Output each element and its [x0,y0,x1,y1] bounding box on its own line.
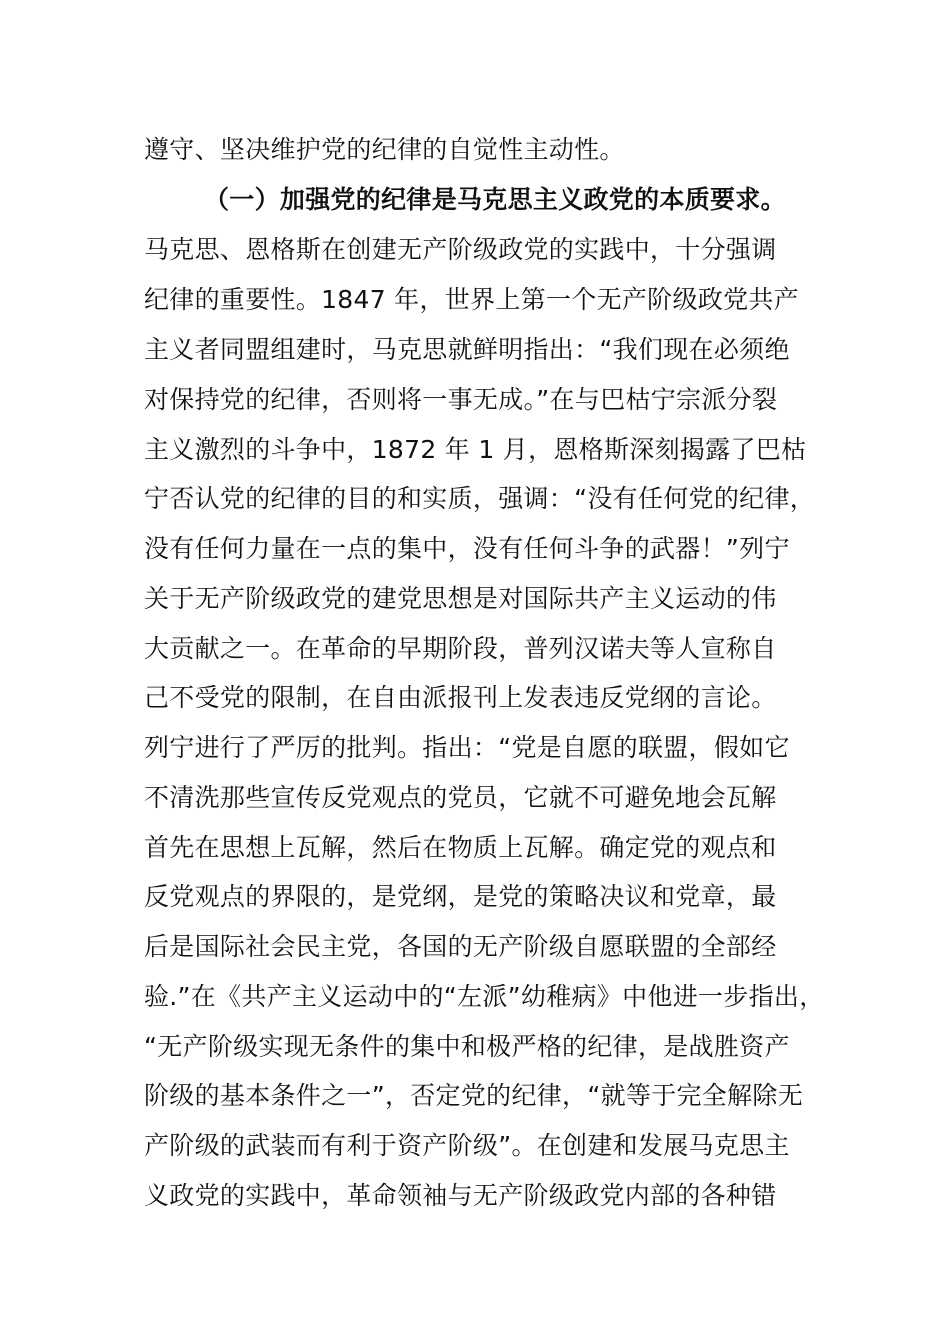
text-line-5: 主义者同盟组建时，马克思就鲜明指出：“我们现在必须绝 [144,335,790,364]
text-line-19: “无产阶级实现无条件的集中和极严格的纪律，是战胜资产 [144,1032,790,1061]
text-line-7: 主义激烈的斗争中，1872 年 1 月，恩格斯深刻揭露了巴枯 [144,435,807,464]
text-line-11: 大贡献之一。在革命的早期阶段，普列汉诺夫等人宣称自 [144,634,777,663]
text-line-1: 遵守、坚决维护党的纪律的自觉性主动性。 [144,135,625,164]
text-line-12: 己不受党的限制，在自由派报刊上发表违反党纲的言论。 [144,683,777,712]
text-line-17: 后是国际社会民主党，各国的无产阶级自愿联盟的全部经 [144,932,777,961]
text-line-9: 没有任何力量在一点的集中，没有任何斗争的武器！”列宁 [144,534,790,563]
text-line-20: 阶级的基本条件之一”，否定党的纪律，“就等于完全解除无 [144,1081,804,1110]
text-line-13: 列宁进行了严厉的批判。指出：“党是自愿的联盟，假如它 [144,733,790,762]
text-line-14: 不清洗那些宣传反党观点的党员，它就不可避免地会瓦解 [144,783,777,812]
section-heading: （一）加强党的纪律是马克思主义政党的本质要求。 [204,185,786,214]
text-line-4: 纪律的重要性。1847 年，世界上第一个无产阶级政党共产 [144,285,799,314]
text-line-6: 对保持党的纪律，否则将一事无成。”在与巴枯宁宗派分裂 [144,385,778,414]
text-line-3: 马克思、恩格斯在创建无产阶级政党的实践中，十分强调 [144,235,777,264]
text-line-8: 宁否认党的纪律的目的和实质，强调：“没有任何党的纪律， [144,484,816,513]
text-line-16: 反党观点的界限的，是党纲，是党的策略决议和党章，最 [144,882,777,911]
text-line-10: 关于无产阶级政党的建党思想是对国际共产主义运动的伟 [144,584,777,613]
text-line-21: 产阶级的武装而有利于资产阶级”。在创建和发展马克思主 [144,1131,790,1160]
text-line-15: 首先在思想上瓦解，然后在物质上瓦解。确定党的观点和 [144,833,777,862]
text-line-22: 义政党的实践中，革命领袖与无产阶级政党内部的各种错 [144,1181,777,1210]
text-line-18: 验.”在《共产主义运动中的“左派”幼稚病》中他进一步指出， [144,982,825,1011]
